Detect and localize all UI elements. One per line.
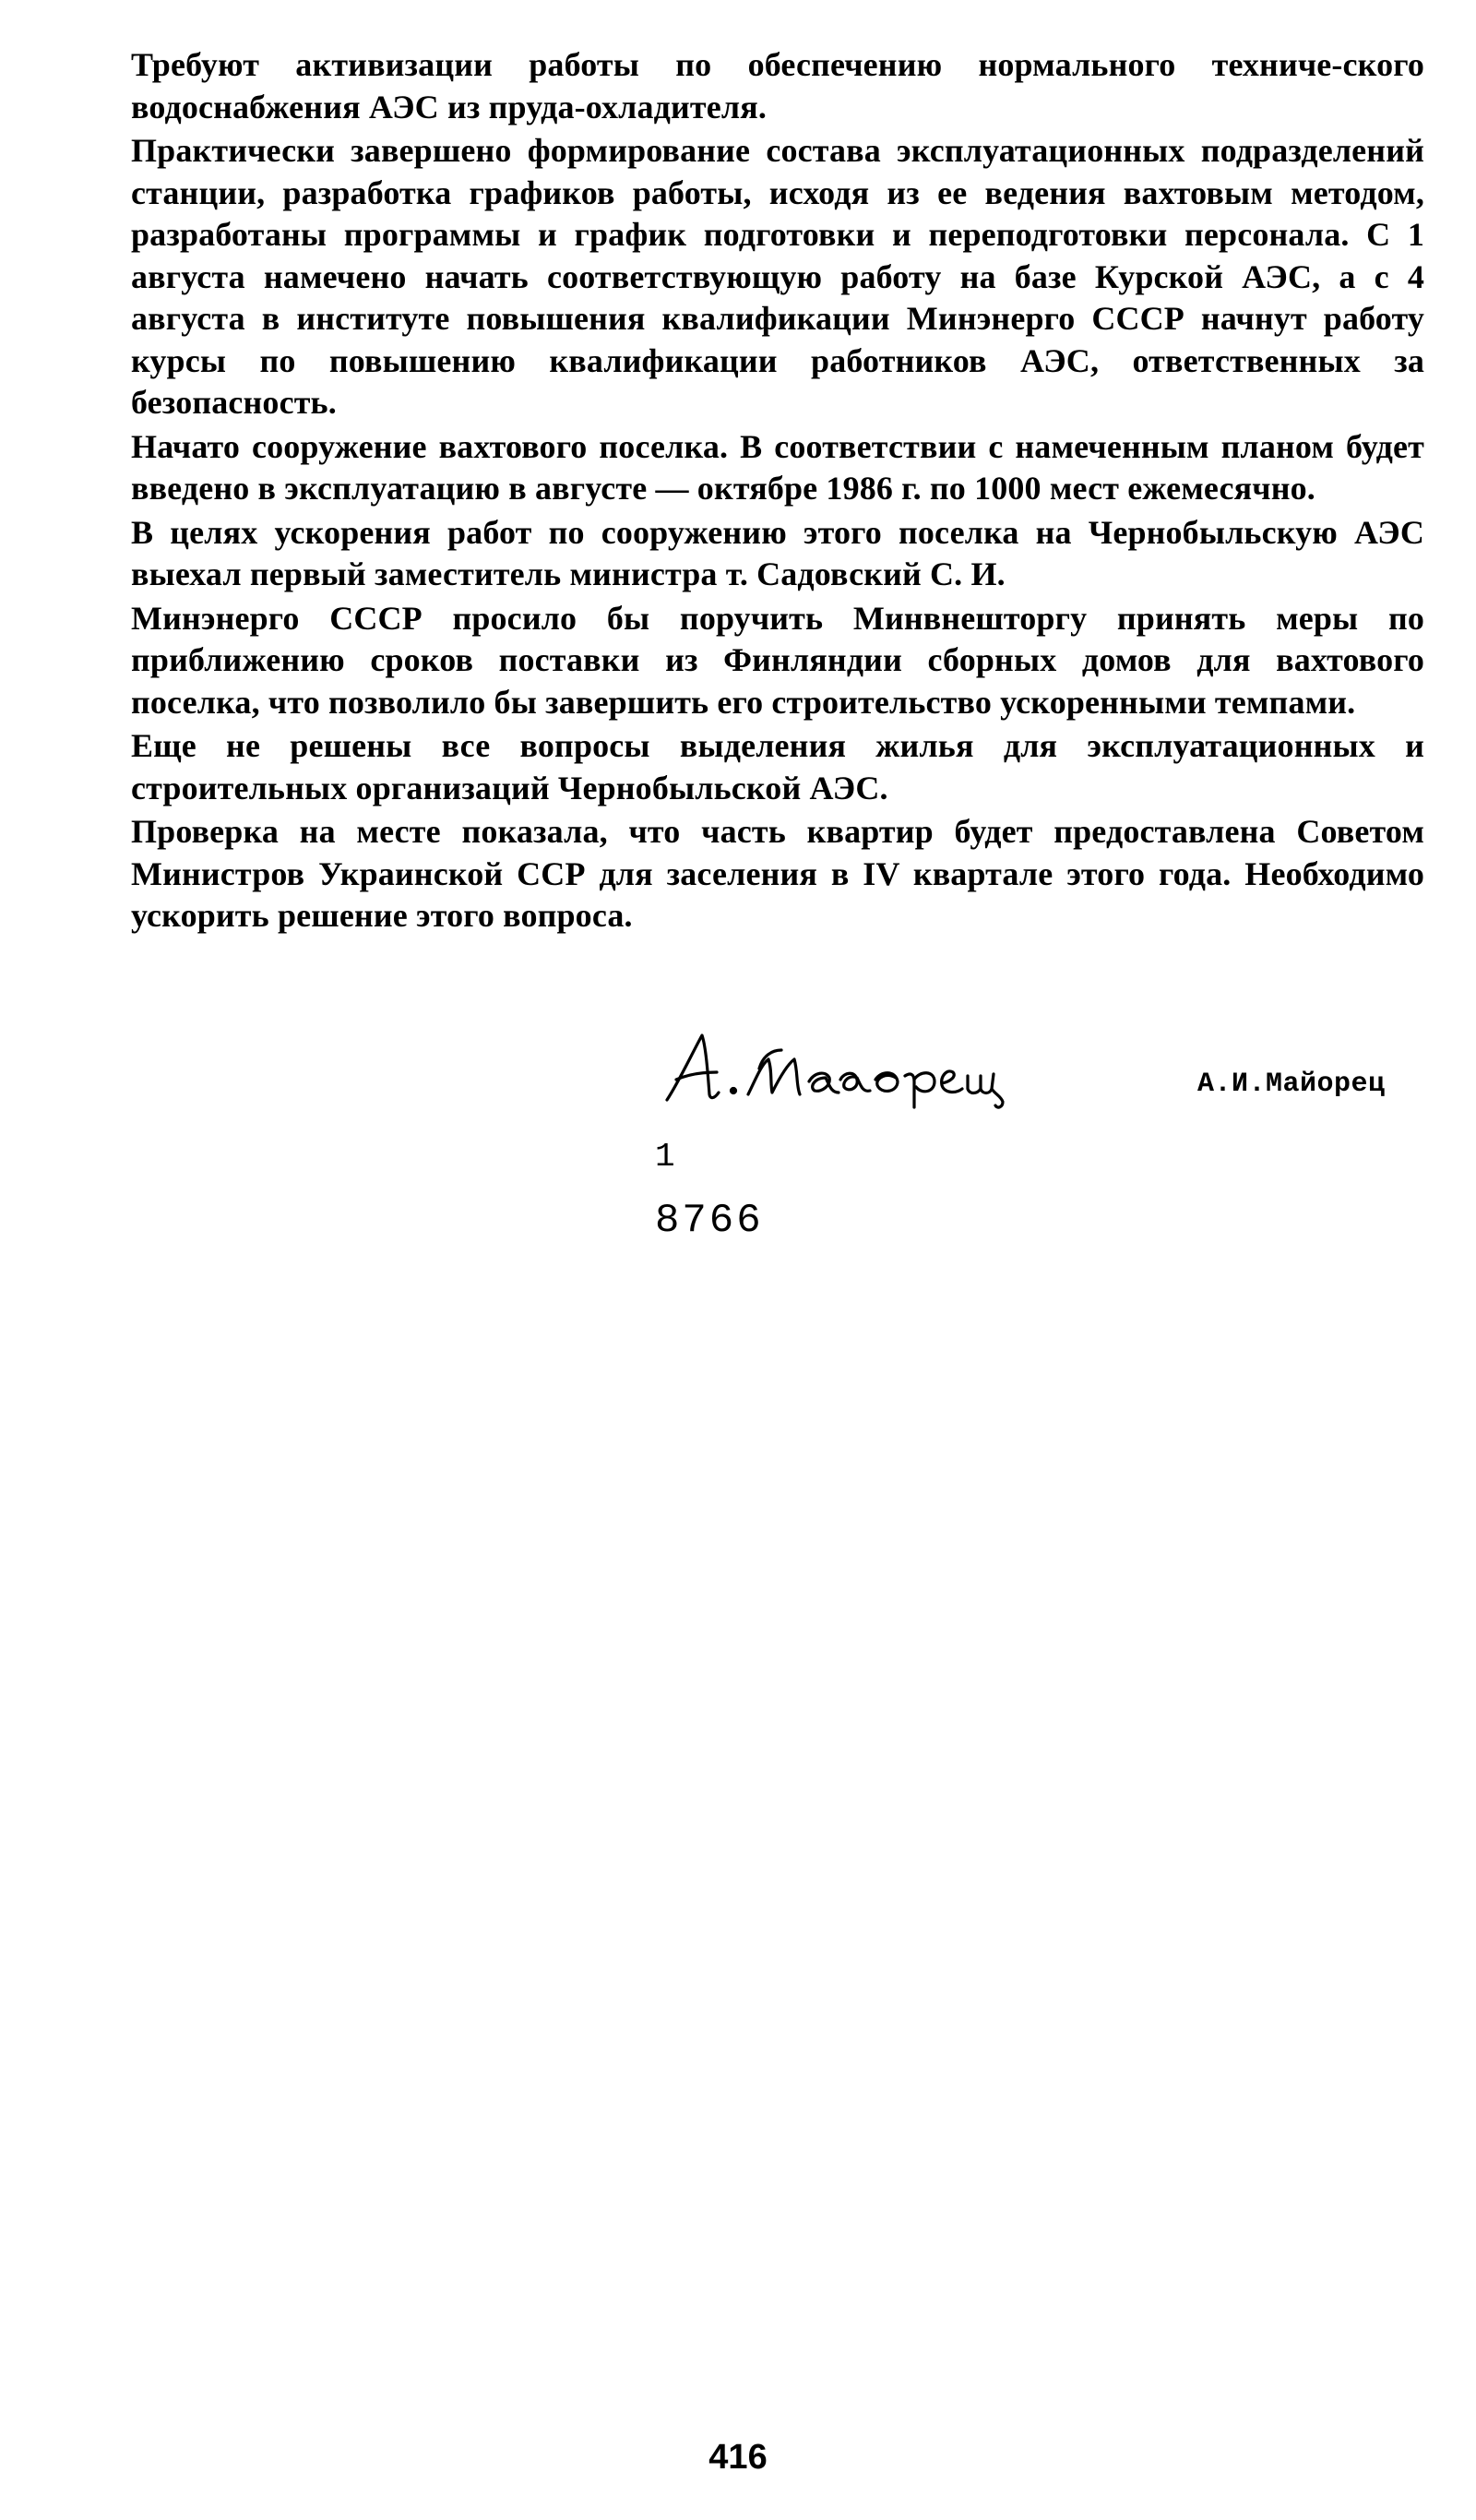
paragraph: Начато сооружение вахтового поселка. В соответствии с намеченным планом будет введено в эксплуатацию в августе — октябре 1986 г. по 1000 мест ежемесячно. <box>131 427 1424 507</box>
document-body <box>131 44 1424 938</box>
paragraph: Минэнерго СССР просило бы поручить Минвнешторгу принять меры по приближению сроков поставки из Финляндии сборных домов для вахтового поселка, что позволило бы завершить его строительство ускоренными темпами. <box>131 599 1424 721</box>
signer-name: А.И.Майорец <box>1197 1069 1386 1100</box>
paragraph: В целях ускорения работ по сооружению этого поселка на Чернобыльскую АЭС выехал первый заместитель министра т. Садовский С. И. <box>131 513 1424 592</box>
handwritten-signature <box>660 1019 1070 1111</box>
paragraph: Практически завершено формирование состава эксплуатационных подразделений станции, разработка графиков работы, исходя из ее ведения вахтовым методом, разработаны программы и график подготовки и переподготовки персонала. С 1 августа намечено начать соответствующую работу на базе Курской АЭС, а с 4 августа в институте повышения квалификации Минэнерго СССР начнут работу курсы по повышению квалификации работников АЭС, ответственных за безопасность. <box>131 132 1424 421</box>
registration-number: 8766 <box>655 1198 764 1244</box>
page-number: 416 <box>708 2438 768 2477</box>
paragraph: Еще не решены все вопросы выделения жилья для эксплуатационных и строительных организаций Чернобыльской АЭС. <box>131 727 1424 806</box>
copy-number: 1 <box>655 1138 675 1176</box>
paragraph: Требуют активизации работы по обеспечению нормального техниче-ского водоснабжения АЭС из пруда-охладителя. <box>131 46 1424 125</box>
paragraph: Проверка на месте показала, что часть квартир будет предоставлена Советом Министров Украинской ССР для заселения в IV квартале этого года. Необходимо ускорить решение этого вопроса. <box>131 813 1424 934</box>
signature-block <box>0 1015 1476 1117</box>
